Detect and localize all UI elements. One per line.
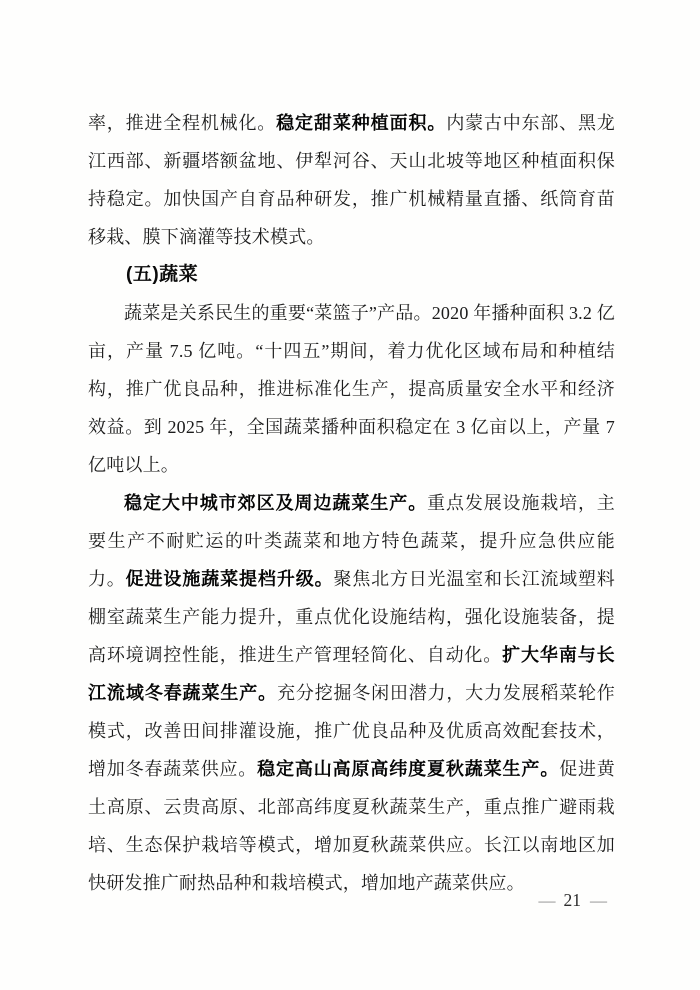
- text-run: 充分挖掘冬闲田潜力，大力发展稻菜轮作模式，改善田间排灌设施，推广优良品种及优质高效配套技术，增加冬春蔬菜供应。: [88, 683, 615, 779]
- emphasis-run: 促进设施蔬菜提档升级。: [125, 569, 334, 589]
- section-heading: (五)蔬菜: [126, 264, 199, 285]
- emphasis-run: 稳定甜菜种植面积。: [276, 113, 447, 133]
- document-body: [88, 104, 615, 902]
- text-run: 率，推进全程机械化。: [88, 113, 277, 133]
- paragraph-continuation: [88, 104, 615, 256]
- emphasis-run: 扩大华南与长江流域冬春蔬菜生产。: [88, 645, 615, 703]
- text-run: 促进黄土高原、云贵高原、北部高纬度夏秋蔬菜生产，重点推广避雨栽培、生态保护栽培等模式，增加夏秋蔬菜供应。长江以南地区加快研发推广耐热品种和栽培模式，增加地产蔬菜供应。: [88, 759, 615, 893]
- page-footer: [0, 886, 700, 916]
- text-run: 蔬菜是关系民生的重要“菜篮子”产品。2020 年播种面积 3.2 亿亩，产量 7.5 亿吨。“十四五”期间，着力优化区域布局和种植结构，推广优良品种，推进标准化生产，提高质量安全水平和经济效益。到 2025 年，全国蔬菜播种面积稳定在 3 亿亩以上，产量 7 亿吨以上。: [88, 303, 615, 475]
- text-run: 内蒙古中东部、黑龙江西部、新疆塔额盆地、伊犁河谷、天山北坡等地区种植面积保持稳定。加快国产自育品种研发，推广机械精量直播、纸筒育苗移栽、膜下滴灌等技术模式。: [88, 113, 615, 247]
- footer-dash-left: —: [538, 891, 555, 910]
- text-run: 聚焦北方日光温室和长江流域塑料棚室蔬菜生产能力提升，重点优化设施结构，强化设施装备，提高环境调控性能，推进生产管理轻简化、自动化。: [88, 569, 615, 665]
- page-number-group: [539, 886, 607, 915]
- paragraph-overview: [88, 294, 615, 484]
- text-run: 重点发展设施栽培，主要生产不耐贮运的叶类蔬菜和地方特色蔬菜，提升应急供应能力。: [88, 493, 615, 589]
- emphasis-run: 稳定高山高原高纬度夏秋蔬菜生产。: [257, 759, 560, 779]
- paragraph-measures: [88, 484, 615, 902]
- footer-dash-right: —: [590, 891, 606, 910]
- page-number: 21: [563, 890, 581, 910]
- emphasis-run: 稳定大中城市郊区及周边蔬菜生产。: [124, 493, 428, 513]
